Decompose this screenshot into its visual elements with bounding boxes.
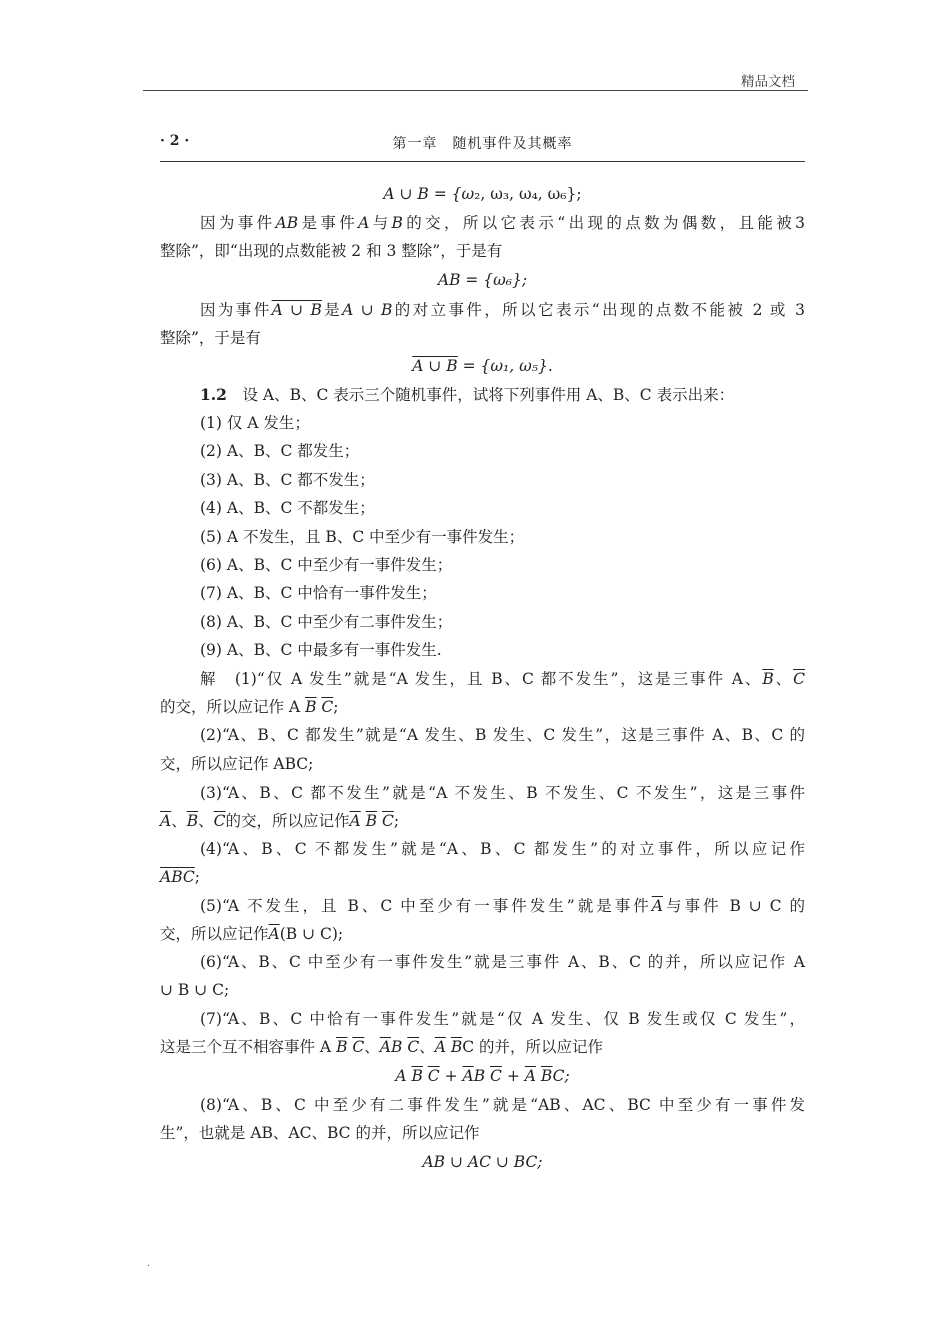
text-run: 这是三个互不相容事件 A xyxy=(160,1038,332,1056)
formula-part: ₂ xyxy=(474,185,481,203)
formula-complement xyxy=(160,356,805,376)
overlined-term: $\overline{A}$ xyxy=(651,897,663,915)
text-run: ; xyxy=(194,868,200,886)
overlined-term: $\overline{C}$ xyxy=(793,670,805,688)
overlined-term: $\overline{A}$ xyxy=(268,925,280,943)
formula-part: = {ω₁, ω₅}. xyxy=(462,357,553,375)
solution-line: (3)“A、B、C 都不发生”就是“A 不发生、B 不发生、C 不发生”，这是三事件 xyxy=(200,784,805,802)
text-run: 是 xyxy=(321,301,343,319)
text-run: AB xyxy=(275,214,299,232)
paragraph-line xyxy=(160,213,805,233)
text-run: 与事件 B ∪ C 的 xyxy=(662,897,805,915)
overlined-term: $\overline{A}$ xyxy=(349,812,361,830)
formula-part: , ω₃, ω₄, ω₆}; xyxy=(480,185,582,203)
overlined-term: $\overline{C}$ xyxy=(490,1067,502,1085)
watermark-text: 精品文档 xyxy=(741,74,795,90)
text-run: 设 A、B、C 表示三个随机事件，试将下列事件用 A、B、C 表示出来： xyxy=(242,386,735,404)
text-run: 、 xyxy=(419,1038,435,1056)
formula-union xyxy=(160,184,805,204)
overlined-term: $\overline{B}$ xyxy=(540,1067,553,1085)
solution-line: ∪ B ∪ C; xyxy=(160,981,230,999)
text-run: A ∪ B xyxy=(342,301,393,319)
list-item: (1) 仅 A 发生； xyxy=(200,414,310,432)
list-item: (6) A、B、C 中至少有一事件发生； xyxy=(200,556,453,574)
paragraph-line xyxy=(160,300,805,320)
text-run: 、 xyxy=(198,812,214,830)
formula-part: AB ∪ AC ∪ BC; xyxy=(422,1153,543,1171)
overlined-term: $\overline{C}$ xyxy=(352,1038,365,1056)
overlined-term: A ∪ B xyxy=(412,357,458,375)
chapter-title: 第一章 随机事件及其概率 xyxy=(392,136,573,152)
overlined-term: $\overline{B}$ xyxy=(450,1038,463,1056)
overlined-term: $\overline{B}$ xyxy=(762,670,774,688)
text-run: 、 xyxy=(364,1038,380,1056)
solution-line: (2)“A、B、C 都发生”就是“A 发生、B 发生、C 发生”，这是三事件 A、B、C 的 xyxy=(200,726,805,744)
text-run: 因为事件 xyxy=(200,214,276,232)
list-item: (9) A、B、C 中最多有一事件发生. xyxy=(200,641,442,659)
overlined-term: $\overline{C}$ xyxy=(381,812,394,830)
text-run: (B ∪ C); xyxy=(279,925,344,943)
overlined-term: $\overline{B}$ xyxy=(411,1067,423,1085)
solution-line xyxy=(160,811,805,831)
solution-line xyxy=(160,1037,805,1057)
overlined-term: $\overline{A}$ xyxy=(462,1067,474,1085)
text-run: 交，所以应记作 xyxy=(160,925,269,943)
solution-line xyxy=(160,867,805,887)
problem-statement xyxy=(160,385,805,405)
header-rule xyxy=(160,161,805,162)
solution-line xyxy=(160,924,805,944)
solution-line: (6)“A、B、C 中至少有一事件发生”就是三事件 A、B、C 的并，所以应记作 A xyxy=(200,953,805,971)
page-number: · 2 · xyxy=(160,133,190,149)
text-run: 解 (1)“仅 A 发生”就是“A 发生，且 B、C 都不发生”，这是三事件 A、 xyxy=(200,670,763,688)
formula-part: C; xyxy=(552,1067,570,1085)
formula-at-least-two xyxy=(160,1152,805,1172)
overlined-term: $\overline{C}$ xyxy=(321,698,334,716)
overlined-term: $\overline{C}$ xyxy=(427,1067,440,1085)
text-run: 是事件 xyxy=(298,214,359,232)
formula-part: + xyxy=(501,1067,525,1085)
formula-part: A ∪ B = {ω xyxy=(383,185,475,203)
formula-part: A xyxy=(395,1067,407,1085)
text-run: ; xyxy=(393,812,400,830)
text-run: A xyxy=(358,214,370,232)
text-run: 的交，所以应记作 A xyxy=(160,698,301,716)
formula-part: AB = {ω₆}; xyxy=(437,271,528,289)
text-run: 、 xyxy=(773,670,794,688)
solution-line: (8)“A、B、C 中至少有二事件发生”就是“AB、AC、BC 中至少有一事件发 xyxy=(200,1096,805,1114)
overlined-term: $\overline{A}$ xyxy=(434,1038,446,1056)
problem-number: 1.2 xyxy=(200,385,227,404)
solution-line: 交，所以应记作 ABC; xyxy=(160,755,314,773)
list-item: (3) A、B、C 都不发生； xyxy=(200,471,375,489)
text-run: (5)“A 不发生，且 B、C 中至少有一事件发生”就是事件 xyxy=(200,897,652,915)
page-header xyxy=(160,133,805,155)
overlined-term: $\overline{A}$ xyxy=(160,812,172,830)
overlined-term: A ∪ B xyxy=(271,301,322,319)
solution-line xyxy=(160,669,805,689)
list-item: (8) A、B、C 中至少有二事件发生； xyxy=(200,613,453,631)
formula-exactly-one xyxy=(160,1066,805,1086)
list-item: (7) A、B、C 中恰有一事件发生； xyxy=(200,584,437,602)
overlined-term: $\overline{ABC}$ xyxy=(160,868,195,886)
overlined-term: $\overline{B}$ xyxy=(305,698,317,716)
paragraph-line: 整除”，即“出现的点数能被 2 和 3 整除”，于是有 xyxy=(160,242,503,260)
list-item: (5) A 不发生，且 B、C 中至少有一事件发生； xyxy=(200,528,525,546)
text-run: 、 xyxy=(171,812,187,830)
text-run: 的交，所以它表示“出现的点数为偶数，且能被3 xyxy=(402,214,805,232)
text-run: B xyxy=(391,214,403,232)
text-run: C 的并，所以应记作 xyxy=(462,1038,604,1056)
overlined-term: $\overline{A}$ xyxy=(379,1038,391,1056)
overlined-term: $\overline{B}$ xyxy=(186,812,199,830)
overlined-term: $\overline{C}$ xyxy=(407,1038,420,1056)
formula-part: + xyxy=(439,1067,463,1085)
footer-mark: . xyxy=(147,1258,151,1269)
overlined-term: $\overline{A}$ xyxy=(524,1067,536,1085)
overlined-term: $\overline{C}$ xyxy=(213,812,226,830)
text-run: 因为事件 xyxy=(200,301,272,319)
solution-line: (4)“A、B、C 不都发生”就是“A、B、C 都发生”的对立事件，所以应记作 xyxy=(200,840,805,858)
list-item: (2) A、B、C 都发生； xyxy=(200,442,360,460)
formula-part: B xyxy=(473,1067,486,1085)
overlined-term: $\overline{B}$ xyxy=(336,1038,348,1056)
text-run: B xyxy=(390,1038,403,1056)
text-run: 的对立事件，所以它表示“出现的点数不能被 2 或 3 xyxy=(392,301,805,319)
solution-line xyxy=(160,697,805,717)
text-run: 与 xyxy=(369,214,392,232)
overlined-term: $\overline{B}$ xyxy=(365,812,378,830)
top-rule xyxy=(143,90,808,91)
text-run: ; xyxy=(333,698,339,716)
solution-line xyxy=(160,896,805,916)
solution-line: 生”，也就是 AB、AC、BC 的并，所以应记作 xyxy=(160,1124,480,1142)
paragraph-line: 整除”，于是有 xyxy=(160,329,261,347)
solution-line: (7)“A、B、C 中恰有一事件发生”就是“仅 A 发生、仅 B 发生或仅 C 发生”， xyxy=(200,1010,805,1028)
text-run: 的交，所以应记作 xyxy=(225,812,350,830)
list-item: (4) A、B、C 不都发生； xyxy=(200,499,375,517)
formula-intersection xyxy=(160,270,805,290)
